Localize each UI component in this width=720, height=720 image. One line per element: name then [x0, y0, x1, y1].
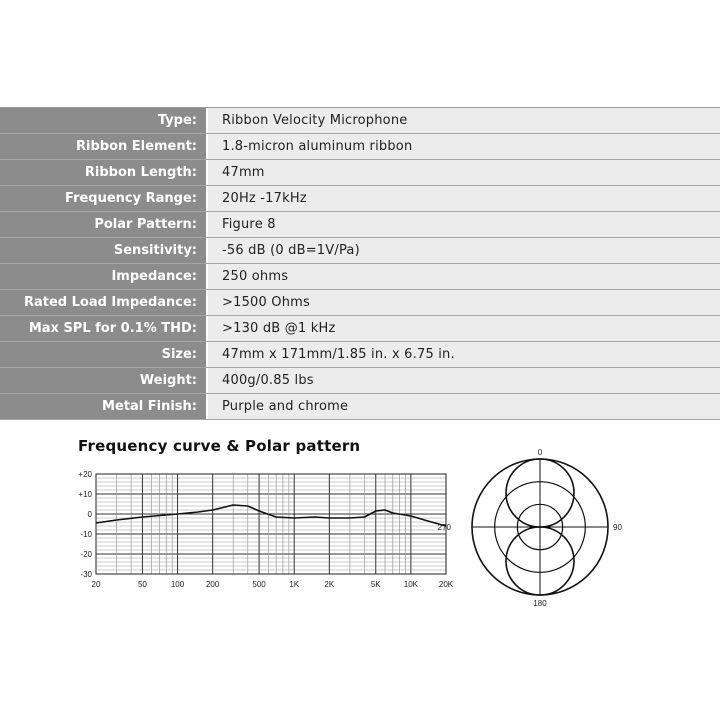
spec-label: Weight: [0, 368, 208, 393]
spec-label: Rated Load Impedance: [0, 290, 208, 315]
x-tick-label: 500 [252, 580, 266, 589]
x-tick-label: 10K [403, 580, 418, 589]
y-tick-label: -10 [80, 530, 92, 539]
polar-angle-label: 270 [437, 523, 451, 532]
x-tick-label: 20 [91, 580, 101, 589]
y-tick-label: -30 [80, 570, 92, 579]
spec-value: 250 ohms [222, 269, 289, 284]
spec-label: Max SPL for 0.1% THD: [0, 316, 208, 341]
spec-value: 20Hz -17kHz [222, 191, 307, 206]
spec-value: Figure 8 [222, 217, 276, 232]
spec-label: Impedance: [0, 264, 208, 289]
y-tick-label: 0 [87, 510, 92, 519]
y-tick-label: +20 [78, 470, 92, 479]
x-tick-label: 50 [137, 580, 147, 589]
spec-label: Polar Pattern: [0, 212, 208, 237]
x-tick-label: 1K [289, 580, 300, 589]
spec-label: Type: [0, 108, 208, 133]
polar-angle-label: 0 [537, 448, 543, 457]
spec-value: 47mm x 171mm/1.85 in. x 6.75 in. [222, 347, 455, 362]
spec-label: Ribbon Element: [0, 134, 208, 159]
spec-value: Purple and chrome [222, 399, 349, 414]
spec-label: Frequency Range: [0, 186, 208, 211]
polar-angle-label: 90 [613, 523, 622, 532]
x-tick-label: 5K [370, 580, 381, 589]
spec-label: Metal Finish: [0, 394, 208, 419]
spec-label: Size: [0, 342, 208, 367]
spec-value: -56 dB (0 dB=1V/Pa) [222, 243, 360, 258]
y-tick-label: -20 [80, 550, 92, 559]
spec-label: Ribbon Length: [0, 160, 208, 185]
graph-title: Frequency curve & Polar pattern [78, 437, 361, 455]
x-tick-label: 200 [205, 580, 220, 589]
spec-value: 47mm [222, 165, 265, 180]
spec-value: 400g/0.85 lbs [222, 373, 314, 388]
x-tick-label: 100 [170, 580, 185, 589]
x-tick-label: 2K [324, 580, 335, 589]
spec-value: 1.8-micron aluminum ribbon [222, 139, 413, 154]
spec-value: >1500 Ohms [222, 295, 311, 310]
spec-value: >130 dB @1 kHz [222, 321, 336, 336]
spec-value: Ribbon Velocity Microphone [222, 113, 408, 128]
x-tick-label: 20K [438, 580, 454, 589]
polar-angle-label: 180 [533, 599, 547, 608]
y-tick-label: +10 [78, 490, 92, 499]
spec-label: Sensitivity: [0, 238, 208, 263]
